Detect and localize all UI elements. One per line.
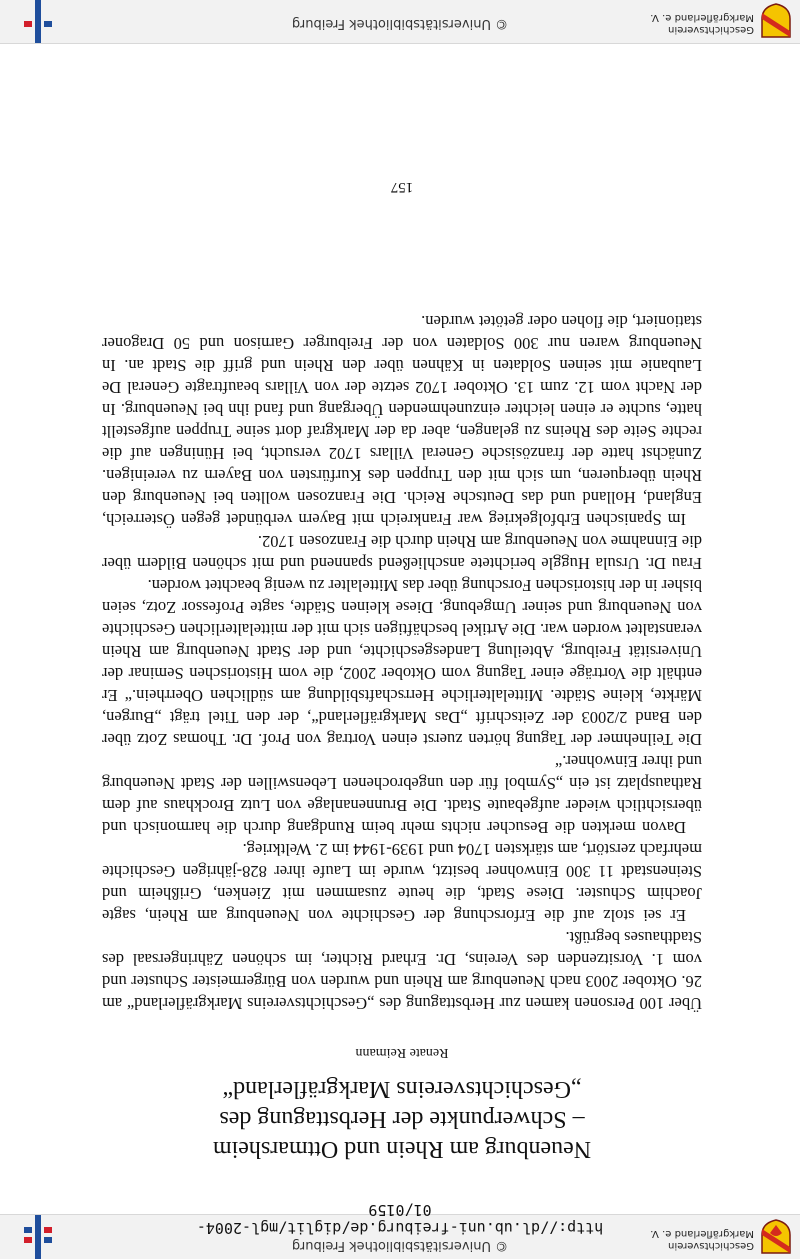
society-crest-icon bbox=[760, 3, 792, 39]
university-logo-icon bbox=[18, 0, 58, 43]
society-label: Geschichtsverein Markgräflerland e. V. bbox=[650, 12, 754, 35]
article-title bbox=[102, 1074, 702, 1164]
society-crest-icon bbox=[760, 1219, 792, 1255]
body-paragraph: Im Spanischen Erbfolgekrieg war Frankreich mit Bayern verbündet gegen Österreich, England, Holland und das Deutsche Reich. Die Franzosen wollten bei Neuenburg den Rhein überqueren, um sich mit den Truppen des Kurfürsten von Bayern zu vereinigen. Zunächst hatte der französische General Villars 1702 versucht, bei Hüningen auf die rechte Seite des Rheins zu gelangen, aber da der Markgraf dort seine Truppen aufgestellt hatte, suchte er einen leichter einzunehmenden Übergang und fand ihn bei Neuenburg. In der Nacht vom 12. zum 13. Oktober 1702 setzte der von Villars beauftragte General De Laubanie mit seinen Soldaten in Kähnen über den Rhein und griff die Stadt an. In Neuenburg waren nur 300 Soldaten von der Freiburger Garnison und 50 Dragoner stationiert, die flohen oder getötet wurden. bbox=[102, 312, 702, 529]
title-line: „Geschichtsvereins Markgräflerland“ bbox=[222, 1076, 582, 1102]
body-paragraph: Über 100 Personen kamen zur Herbsttagung des „Geschichtsvereins Markgräflerland“ am 26. Oktober 2003 nach Neuenburg am Rhein und wurden von Bürgermeister Schuster und vom 1. Vorsitzenden des Vereins, Dr. Erhard Richter, im schönen Zähringersaal des Stadthauses begrüßt. bbox=[102, 928, 702, 1013]
viewer-header-band bbox=[0, 1201, 800, 1259]
body-paragraph: Die Teilnehmer der Tagung hörten zuerst einen Vortrag von Prof. Dr. Thomas Zotz über den Band 2/2003 der Zeitschrift „Das Markgräflerland“, der den Titel trägt „Burgen, Märkte, kleine Städte. Mittelalterliche Herrschaftsbildung am südlichen Oberrhein.“ Er enthält die Vorträge einer Tagung vom Oktober 2002, die vom Historischen Seminar der Universität Freiburg, Abteilung Landesgeschichte, und der Stadt Neuenburg am Rhein veranstaltet worden war. Die Artikel beschäftigen sich mit der mittelalterlichen Geschichte von Neuenburg und seiner Umgebung. Diese kleinen Städte, sagte Professor Zotz, seien bisher in der historischen Forschung über das Mittelalter zu wenig beachtet worden. bbox=[102, 576, 702, 749]
viewer-footer-band bbox=[0, 0, 800, 44]
document-page bbox=[102, 310, 702, 1164]
body-paragraph: Er sei stolz auf die Erforschung der Geschichte von Neuenburg am Rhein, sagte Joachim Schuster. Diese Stadt, die heute zusammen mit Zienken, Grißheim und Steinenstadt 11 300 Einwohner besitzt, wurde im Laufe ihrer 828-jährigen Geschichte mehrfach zerstört, am stärksten 1704 und 1939-1944 im 2. Weltkrieg. bbox=[102, 840, 702, 925]
library-copyright: © Universitätsbibliothek Freiburg bbox=[291, 16, 509, 31]
society-label: Geschichtsverein Markgräflerland e. V. bbox=[650, 1228, 754, 1251]
university-logo-icon bbox=[18, 1215, 58, 1259]
body-paragraph: Frau Dr. Ursula Huggle berichtete anschließend spannend und mit schönen Bildern über die Einnahme von Neuenburg am Rhein durch die Franzosen 1702. bbox=[102, 532, 702, 573]
document-url[interactable]: http://dl.ub.uni-freiburg.de/diglit/mgl-2004-01/0159 bbox=[196, 1201, 604, 1237]
title-line: Neuenburg am Rhein und Ottmarsheim bbox=[212, 1136, 592, 1162]
body-paragraph: Davon merkten die Besucher nichts mehr beim Rundgang durch die harmonisch und übersichtlich wieder aufgebaute Stadt. Die Brunnenanlage von Lutz Brockhaus auf dem Rathausplatz ist ein „Symbol für den ungebrochenen Lebenswillen der Stadt Neuenburg und ihrer Einwohner.“ bbox=[102, 752, 702, 837]
article-author: Renate Reimann bbox=[355, 1045, 449, 1060]
library-copyright: © Universitätsbibliothek Freiburg bbox=[291, 1238, 509, 1253]
title-line: – Schwerpunkte der Herbsttagung des bbox=[219, 1106, 585, 1132]
page-number: 157 bbox=[390, 179, 414, 195]
